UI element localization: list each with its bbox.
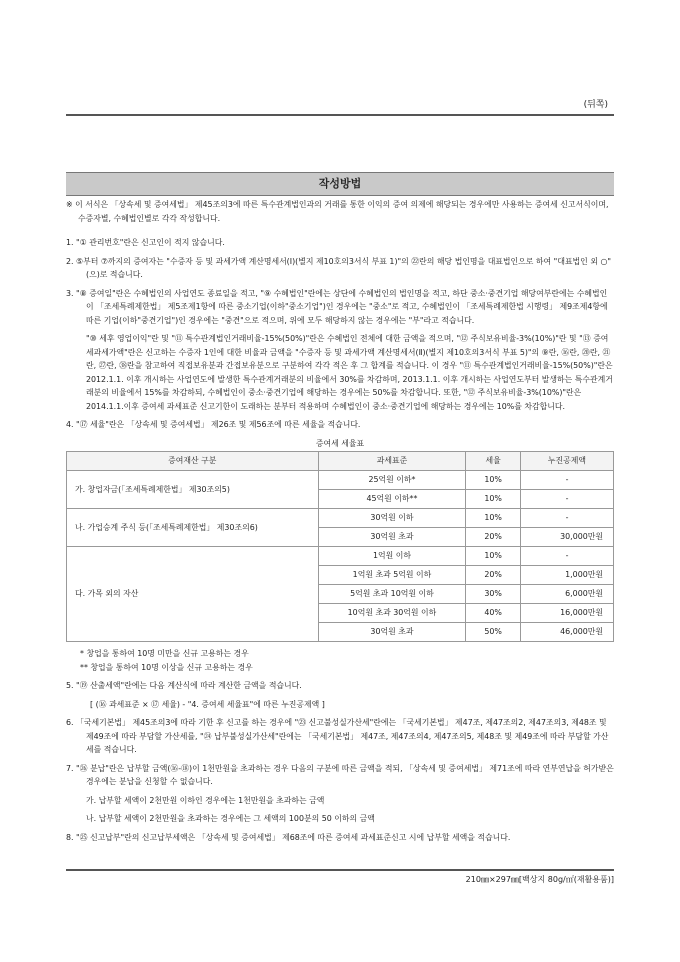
item-5-formula: [ (⑯ 과세표준 × ⑰ 세율) - "4. 증여세 세율표"에 따른 누진공제액 ] xyxy=(90,699,325,709)
item-6: 6. 「국세기본법」 제45조의3에 따라 기한 후 신고를 하는 경우에 "㉓ 신고불성실가산세"란에는 「국세기본법」 제47조, 제47조의2, 제47조의3, 제48조 및 제49조에 따라 부담할 가산세를, "㉔ 납부불성실가산세"란에는 「국세기본법」 제47조, 제47조의4, 제47조의5, 제48조 및 제49조에 따라 부담할 가산세를 적습니다. xyxy=(66,718,609,754)
item-2: 2. ⑤부터 ⑦까지의 증여자는 "수증자 등 및 과세가액 계산명세서(Ⅰ)(별지 제10호의3서식 부표 1)"의 ㉒란의 해당 법인명을 대표법인으로 하여 "대표법인 외 ○"(으)로 적습니다. xyxy=(66,256,611,279)
item-7-a: 가. 납부할 세액이 2천만원 이하인 경우에는 1천만원을 초과하는 금액 xyxy=(86,795,325,805)
item-3: 3. "⑧ 증여일"란은 수혜법인의 사업연도 종료일을 적고, "⑨ 수혜법인"란에는 상단에 수혜법인의 법인명을 적고, 하단 중소·중견기업 해당여부란에는 수혜법인이 「조세특례제한법」 제5조제1항에 따른 중소기업(이하"중소기업")인 경우에는 "중소"로 적고, 수혜법인이 「조세특례제한법 시행령」 제9조제4항에 따른 기업(이하"중견기업")인 경우에는 "중견"으로 적으며, 위에 모두 해당하지 않는 경우에는 "부"라고 적습니다. xyxy=(66,288,608,325)
item-1: 1. "① 관리번호"란은 신고인이 적지 않습니다. xyxy=(66,238,225,247)
tax-rate: 50% xyxy=(466,623,521,642)
tax-base: 1억원 초과 5억원 이하 xyxy=(318,566,466,585)
header-category: 증여재산 구분 xyxy=(67,452,319,471)
tax-rate: 20% xyxy=(466,566,521,585)
item-3-detail: "⑩ 세후 영업이익"란 및 "⑪ 특수관계법인거래비율-15%(50%)"란은 수혜법인 전체에 대한 금액을 적으며, "⑫ 주식보유비율-3%(10%)"란 및 "⑬ 증여세과세가액"란은 신고하는 수증자 1인에 대한 비율과 금액을 "수증자 등 및 과세가액 계산명세서(Ⅱ)(별지 제10호의3서식 부표 5)"의 ⑨란, ⑯란, ⑳란, ㉑란, ㉗란, ㊳란을 참고하여 직접보유분과 간접보유분으로 구분하여 각각 적은 후 그 합계를 적습니다. 이 경우 "⑪ 특수관계법인거래비율-15%(50%)"란은 2012.1.1. 이후 개시하는 사업연도에 발생한 특수관계거래분의 비율에서 30%를 차감하며, 2013.1.1. 이후 개시하는 사업연도부터 발생하는 특수관계거래분의 비율에서 15%를 차감하되, 수혜법인이 중소·중견기업에 해당하는 경우에는 50%를 차감합니다. 또한, "⑫ 주식보유비율-3%(10%)"란은 2014.1.1.이후 증여세 과세표준 신고기한이 도래하는 분부터 적용하며 수혜법인이 중소·중견기업에 해당하는 경우에는 10%를 차감합니다. xyxy=(86,334,613,411)
table-row xyxy=(67,471,614,490)
category-startup: 가. 창업자금(「조세특례제한법」 제30조의5) xyxy=(67,471,319,509)
tax-rate: 10% xyxy=(466,547,521,566)
item-8: 8. "㉕ 신고납부"란의 신고납부세액은 「상속세 및 증여세법」 제68조에 따른 증여세 과세표준신고 시에 납부할 세액을 적습니다. xyxy=(66,832,511,842)
instructions-body xyxy=(66,198,614,849)
deduction: 46,000만원 xyxy=(520,623,613,642)
deduction: - xyxy=(520,490,613,509)
deduction: 16,000만원 xyxy=(520,604,613,623)
category-other-assets: 다. 가목 외의 자산 xyxy=(67,547,319,642)
tax-base: 25억원 이하* xyxy=(318,471,466,490)
deduction: 1,000만원 xyxy=(520,566,613,585)
tax-rate: 10% xyxy=(466,509,521,528)
header-rate: 세율 xyxy=(466,452,521,471)
deduction: - xyxy=(520,471,613,490)
item-7-b: 나. 납부할 세액이 2천만원을 초과하는 경우에는 그 세액의 100분의 50 이하의 금액 xyxy=(86,814,375,823)
category-succession: 나. 가업승계 주식 등(「조세특례제한법」 제30조의6) xyxy=(67,509,319,547)
table-header-row xyxy=(67,452,614,471)
table-row xyxy=(67,547,614,566)
tax-rate: 40% xyxy=(466,604,521,623)
back-page-label: (뒤쪽) xyxy=(583,100,608,110)
tax-base: 30억원 이하 xyxy=(318,509,466,528)
tax-base: 10억원 초과 30억원 이하 xyxy=(318,604,466,623)
tax-base: 1억원 이하 xyxy=(318,547,466,566)
header-deduction: 누진공제액 xyxy=(520,452,613,471)
tax-rate: 30% xyxy=(466,585,521,604)
deduction: 6,000만원 xyxy=(520,585,613,604)
top-divider xyxy=(66,114,614,116)
table-row xyxy=(67,509,614,528)
header-tax-base: 과세표준 xyxy=(318,452,466,471)
tax-rate: 20% xyxy=(466,528,521,547)
tax-base: 30억원 초과 xyxy=(318,623,466,642)
tax-rate: 10% xyxy=(466,471,521,490)
tax-base: 30억원 초과 xyxy=(318,528,466,547)
deduction: - xyxy=(520,547,613,566)
tax-base: 45억원 이하** xyxy=(318,490,466,509)
table-footnote-1: * 창업을 통하여 10명 미만을 신규 고용하는 경우 xyxy=(80,649,249,658)
paper-spec: 210㎜×297㎜[백상지 80g/㎡(재활용품)] xyxy=(465,875,614,884)
item-7: 7. "㉖ 분납"란은 납부할 금액(⑯-⑱)이 1천만원을 초과하는 경우 다음의 구분에 따른 금액을 적되, 「상속세 및 증여세법」 제71조에 따라 연부연납을 허가받은 경우에는 분납을 신청할 수 없습니다. xyxy=(66,763,614,786)
bottom-divider xyxy=(66,869,614,871)
tax-base: 5억원 초과 10억원 이하 xyxy=(318,585,466,604)
deduction: - xyxy=(520,509,613,528)
table-footnote-2: ** 창업을 통하여 10명 이상을 신규 고용하는 경우 xyxy=(80,662,253,672)
tax-rate-table xyxy=(66,451,614,642)
item-5: 5. "⑲ 산출세액"란에는 다음 계산식에 따라 계산한 금액을 적습니다. xyxy=(66,681,302,690)
item-4: 4. "⑰ 세율"란은 「상속세 및 증여세법」 제26조 및 제56조에 따른 세율을 적습니다. xyxy=(66,420,361,429)
tax-table-caption: 증여세 세율표 xyxy=(315,438,365,448)
usage-note: ※ 이 서식은 「상속세 및 증여세법」 제45조의3에 따른 특수관계법인과의 거래를 통한 이익의 증여 의제에 해당되는 경우에만 사용하는 증여세 신고서식이며, 수증자별, 수혜법인별로 각각 작성합니다. xyxy=(66,200,609,223)
tax-rate: 10% xyxy=(466,490,521,509)
deduction: 30,000만원 xyxy=(520,528,613,547)
section-title: 작성방법 xyxy=(66,172,614,196)
